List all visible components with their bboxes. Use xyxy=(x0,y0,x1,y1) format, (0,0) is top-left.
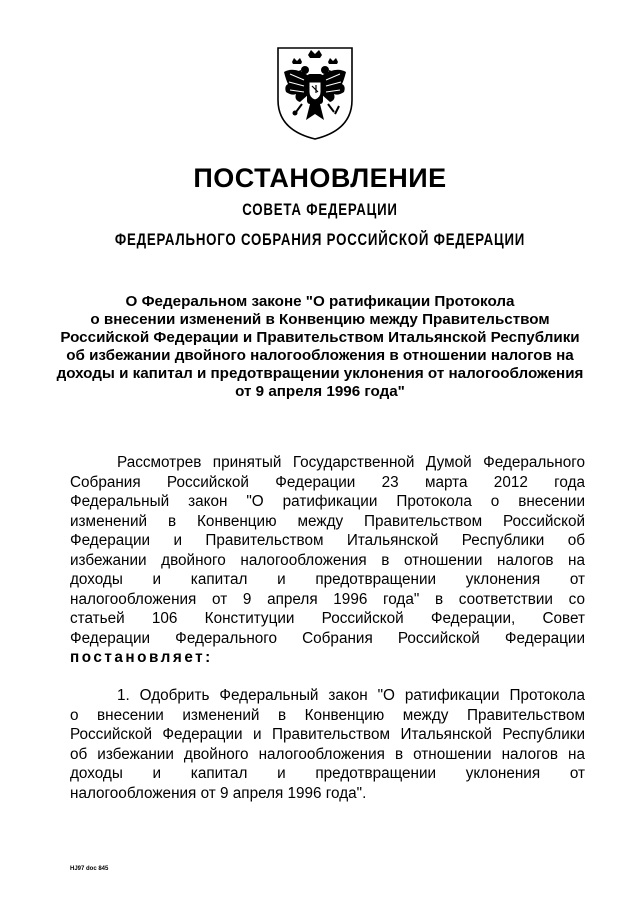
paragraph-line: доходы и капитал и предотвращении уклонения от xyxy=(70,765,585,782)
coat-of-arms-icon xyxy=(272,42,358,142)
paragraph-line: 1. Одобрить Федеральный закон "О ратификации Протокола xyxy=(117,687,585,704)
paragraph-line: об избежании двойного налогообложения в отношении налогов на xyxy=(70,745,585,763)
paragraph-line: Собрания Российской Федерации 23 марта 2012 года xyxy=(70,473,585,491)
resolution-item-1 xyxy=(70,686,585,803)
paragraph-line: Федерации Федерального Собрания Российской Федерации xyxy=(70,629,585,647)
paragraph-line: о внесении изменений в Конвенцию между Правительством xyxy=(70,706,585,724)
paragraph-line: Рассмотрев принятый Государственной Думой Федерального xyxy=(117,454,585,471)
paragraph-line: Федеральный закон "О ратификации Протокола о внесении xyxy=(70,493,585,510)
subject-line: О Федеральном законе "О ратификации Протокола xyxy=(125,293,515,310)
paragraph-line: статьей 106 Конституции Российской Федерации, Совет xyxy=(70,610,585,627)
paragraph-line: налогообложения от 9 апреля 1996 года". xyxy=(70,784,367,802)
paragraph-line: доходы и капитал и предотвращении уклонения от xyxy=(70,571,585,588)
document-title: ПОСТАНОВЛЕНИЕ xyxy=(193,163,447,193)
document-subject xyxy=(40,293,600,401)
paragraph-line: изменений в Конвенцию между Правительством Российской xyxy=(70,512,585,530)
paragraph-line: Федерации и Правительством Итальянской Республики об xyxy=(70,532,585,549)
subject-line: доходы и капитал и предотвращении уклонения от налогообложения xyxy=(56,365,584,382)
paragraph-line: избежании двойного налогообложения в отношении налогов на xyxy=(70,551,585,569)
preamble-paragraph xyxy=(70,453,585,668)
document-subtitle-assembly: ФЕДЕРАЛЬНОГО СОБРАНИЯ РОССИЙСКОЙ ФЕДЕРАЦИИ xyxy=(114,230,526,249)
subject-line: от 9 апреля 1996 года" xyxy=(235,383,405,400)
paragraph-line: Российской Федерации и Правительством Итальянской Республики xyxy=(70,726,585,743)
paragraph-line: налогообложения от 9 апреля 1996 года" в соответствии со xyxy=(70,590,585,608)
document-subtitle-council: СОВЕТА ФЕДЕРАЦИИ xyxy=(242,200,398,219)
subject-line: о внесении изменений в Конвенцию между Правительством xyxy=(90,311,550,328)
subject-line: об избежании двойного налогообложения в отношении налогов на xyxy=(66,347,574,364)
resolves-word: постановляет: xyxy=(70,649,213,666)
subject-line: Российской Федерации и Правительством Итальянской Республики xyxy=(60,329,580,346)
document-footer-code: НJ97 doc 845 xyxy=(70,866,109,872)
